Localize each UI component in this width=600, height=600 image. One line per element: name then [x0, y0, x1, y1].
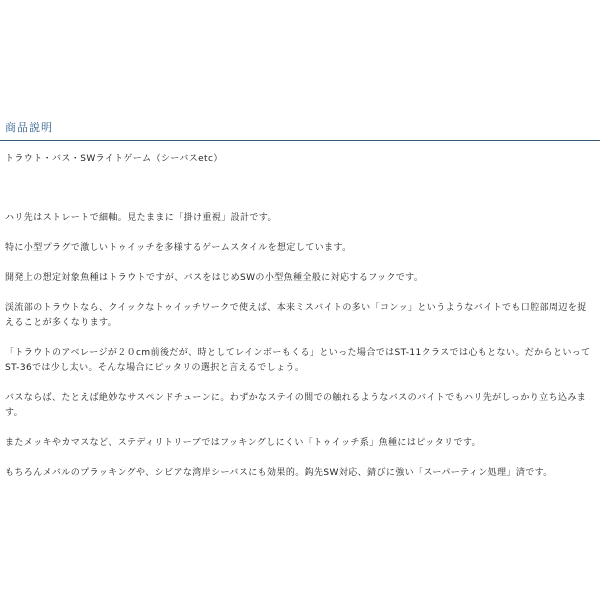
description-paragraph: 「トラウトのアベレージが２０cm前後だが、時としてレインボーもくる」といった場合ではST-11クラスでは心もとない。だからといってST-36では少し太い。そんな場合にピッタリの選択と言えるでしょう。	[5, 348, 591, 373]
description-subtitle: トラウト・バス・SWライトゲーム（シーバスetc）	[5, 154, 223, 164]
description-paragraph: またメッキやカマスなど、ステディリトリーブではフッキングしにくい「トゥイッチ系」魚種にはピッタリです。	[5, 438, 481, 448]
description-paragraph: 特に小型プラグで激しいトゥイッチを多様するゲームスタイルを想定しています。	[5, 243, 352, 253]
section-divider	[0, 140, 600, 141]
product-description	[5, 152, 595, 496]
description-paragraph: 開発上の想定対象魚種はトラウトですが、バスをはじめSWの小型魚種全般に対応するフックです。	[5, 273, 424, 283]
description-paragraph: バスならば、たとえば絶妙なサスペンドチューンに。わずかなステイの間での触れるようなバスのバイトでもハリ先がしっかり立ち込みます。	[5, 393, 587, 418]
description-paragraph: ハリ先はストレートで細軸。見たままに「掛け重視」設計です。	[5, 213, 277, 223]
description-paragraph: もちろんメバルのプラッキングや、シビアな湾岸シーバスにも効果的。鈎先SW対応、錆びに強い「スーパーティン処理」済です。	[5, 468, 553, 478]
description-paragraph: 渓流部のトラウトなら、クイックなトゥイッチワークで使えば、本来ミスバイトの多い「コンッ」というようなバイトでも口腔部周辺を捉えることが多くなります。	[5, 303, 587, 328]
section-title: 商品説明	[5, 121, 53, 134]
